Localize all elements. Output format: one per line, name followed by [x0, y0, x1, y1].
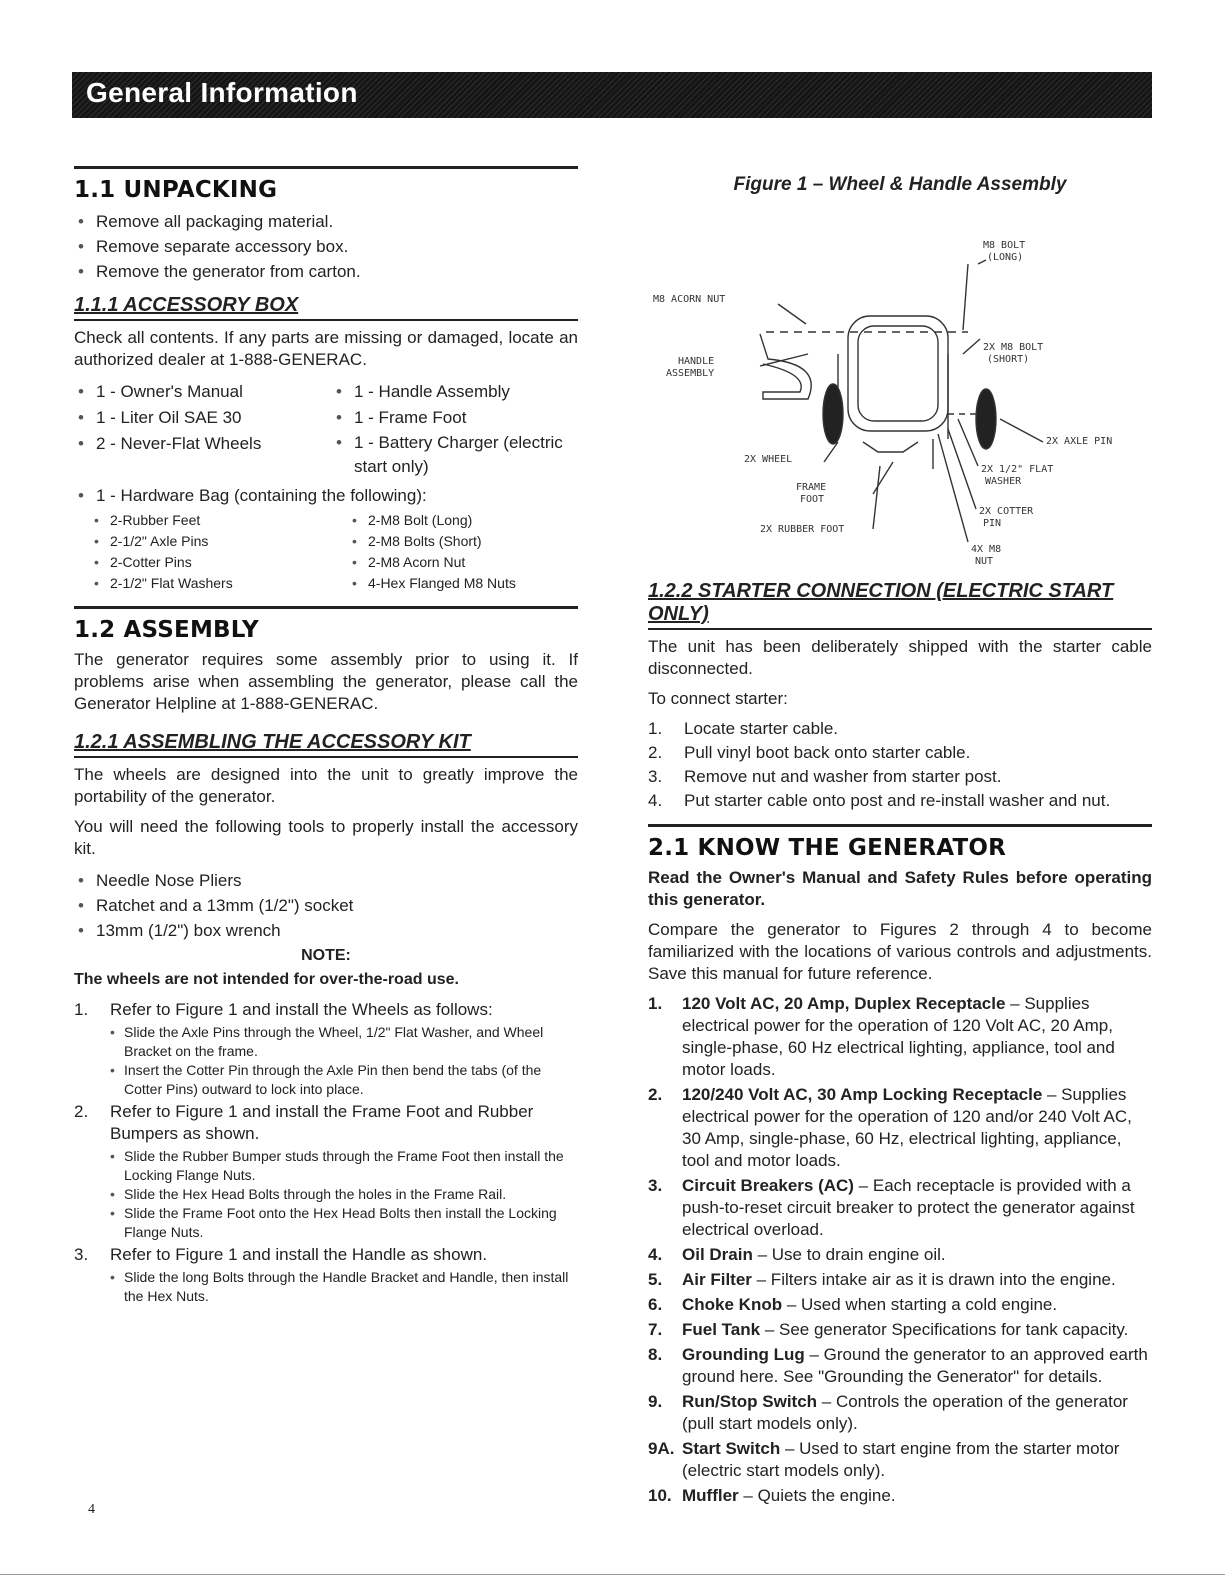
sub-list [110, 1268, 578, 1306]
figure-title: Figure 1 – Wheel & Handle Assembly [733, 174, 1067, 195]
accessory-box-intro: Check all contents. If any parts are missing or damaged, locate an authorized dealer at 1-888-GENERAC. [74, 328, 578, 369]
label-wheel: 2X WHEEL [744, 454, 793, 465]
step-text: Pull vinyl boot back onto starter cable. [684, 743, 971, 762]
list-item: • 13mm (1/2") box wrench [74, 918, 578, 943]
label-axle-pin: 2X AXLE PIN [1046, 436, 1113, 447]
label-handle: ASSEMBLY [666, 368, 715, 379]
assembly-diagram [648, 204, 1152, 564]
list-item [648, 1269, 1152, 1291]
list-item [74, 1244, 578, 1306]
list-item [648, 1175, 1152, 1241]
step-text: Refer to Figure 1 and install the Frame Foot and Rubber Bumpers as shown. [110, 1102, 534, 1143]
list-item: • Remove separate accessory box. [74, 234, 578, 259]
list-item: • Slide the Axle Pins through the Wheel, 1/2" Flat Washer, and Wheel Bracket on the frame. [110, 1023, 578, 1061]
item-title: Fuel Tank [682, 1320, 761, 1339]
accessory-box-heading: 1.1.1 ACCESSORY BOX [74, 294, 578, 321]
assembling-kit-heading: 1.2.1 ASSEMBLING THE ACCESSORY KIT [74, 731, 578, 758]
label-m8-nut: 4X M8 [971, 544, 1002, 555]
item-description: – See generator Specifications for tank capacity. [760, 1320, 1129, 1339]
label-bolt-short: 2X M8 BOLT [983, 342, 1044, 353]
starter-paragraph: To connect starter: [648, 689, 788, 708]
divider [74, 166, 578, 169]
divider [648, 824, 1152, 827]
list-item [648, 1244, 1152, 1266]
list-item: • 2 - Never-Flat Wheels [74, 431, 332, 479]
list-item [648, 790, 1152, 812]
item-description: – Quiets the engine. [738, 1486, 896, 1505]
item-number: 9A. [648, 1439, 675, 1458]
step-number: 2. [74, 1102, 89, 1121]
kit-paragraph: The wheels are designed into the unit to greatly improve the portability of the generator. [74, 765, 578, 806]
label-frame-foot: FRAME [796, 482, 827, 493]
item-number: 10. [648, 1486, 672, 1505]
note-body: The wheels are not intended for over-the-road use. [74, 971, 459, 988]
list-item: • Insert the Cotter Pin through the Axle Pin then bend the tabs (of the Cotter Pins) outward to lock into place. [110, 1061, 578, 1099]
starter-paragraph: The unit has been deliberately shipped with the starter cable disconnected. [648, 637, 1152, 678]
label-m8-nut: NUT [975, 556, 994, 564]
banner-title: General Information [86, 77, 358, 108]
list-item [648, 1319, 1152, 1341]
item-number: 4. [648, 1245, 663, 1264]
list-item: • 1 - Handle Assembly [332, 379, 578, 405]
item-title: Air Filter [682, 1270, 752, 1289]
item-title: Run/Stop Switch [682, 1392, 818, 1411]
kit-paragraph: You will need the following tools to properly install the accessory kit. [74, 817, 578, 858]
label-handle: HANDLE [678, 356, 715, 367]
right-column [648, 166, 1152, 1510]
item-number: 3. [648, 1176, 663, 1195]
step-text: Refer to Figure 1 and install the Wheels as follows: [110, 1000, 493, 1019]
know-generator-paragraph: Compare the generator to Figures 2 through 4 to become familiarized with the locations of various controls and adjustments. Save this manual for future reference. [648, 920, 1152, 983]
wheel-handle-figure [648, 204, 1152, 564]
item-title: Grounding Lug [682, 1345, 805, 1364]
list-item: • Ratchet and a 13mm (1/2") socket [74, 893, 578, 918]
item-number: 6. [648, 1295, 663, 1314]
item-description: – Use to drain engine oil. [752, 1245, 946, 1264]
label-bolt-long: M8 BOLT [983, 240, 1026, 251]
assembly-heading: 1.2 ASSEMBLY [74, 617, 259, 643]
item-description: – Supplies electrical power for the operation of 120 and/or 240 Volt AC, 30 Amp, single-phase, 60 Hz, electrical lighting, appliance, tool and motor loads. [682, 1085, 1132, 1170]
item-title: Circuit Breakers (AC) [682, 1176, 854, 1195]
step-text: Remove nut and washer from starter post. [684, 767, 1002, 786]
list-item: • 2-Rubber Feet [74, 510, 332, 531]
list-item [648, 718, 1152, 740]
know-generator-heading: 2.1 KNOW THE GENERATOR [648, 835, 1007, 861]
list-item: • 2-M8 Bolt (Long) [332, 510, 578, 531]
divider [74, 606, 578, 609]
step-number: 3. [74, 1245, 89, 1264]
assembly-body: The generator requires some assembly prior to using it. If problems arise when assembling the generator, please call the Generator Helpline at 1-888-GENERAC. [74, 650, 578, 713]
list-item: • Remove all packaging material. [74, 209, 578, 234]
sub-list [110, 1147, 578, 1242]
step-number: 3. [648, 767, 663, 786]
item-title: Choke Knob [682, 1295, 783, 1314]
item-number: 2. [648, 1085, 663, 1104]
list-item: • Slide the Frame Foot onto the Hex Head Bolts then install the Locking Flange Nuts. [110, 1204, 578, 1242]
sub-list [110, 1023, 578, 1099]
label-washer: WASHER [985, 476, 1022, 487]
list-item [648, 1485, 1152, 1507]
page-number: 4 [88, 1502, 95, 1517]
item-number: 1. [648, 994, 663, 1013]
hardware-list [74, 483, 578, 508]
assembly-steps [74, 999, 578, 1306]
list-item: • 2-M8 Acorn Nut [332, 552, 578, 573]
list-item [74, 999, 578, 1099]
list-item: • 2-1/2" Flat Washers [74, 573, 332, 594]
item-number: 7. [648, 1320, 663, 1339]
item-title: 120/240 Volt AC, 30 Amp Locking Receptacle [682, 1085, 1043, 1104]
list-item [648, 1391, 1152, 1435]
item-description: – Controls the operation of the generator (pull start models only). [682, 1392, 1128, 1433]
list-item: • Slide the Rubber Bumper studs through the Frame Foot then install the Locking Flange Nuts. [110, 1147, 578, 1185]
label-cotter-pin: PIN [983, 518, 1002, 529]
label-acorn-nut: M8 ACORN NUT [653, 294, 726, 305]
list-item: • 4-Hex Flanged M8 Nuts [332, 573, 578, 594]
list-item [648, 993, 1152, 1081]
item-description: – Used when starting a cold engine. [782, 1295, 1058, 1314]
step-text: Locate starter cable. [684, 719, 839, 738]
list-item: • Remove the generator from carton. [74, 259, 578, 284]
list-item: • 1 - Battery Charger (electric start only) [332, 431, 578, 479]
hardware-contents [74, 510, 578, 594]
step-text: Put starter cable onto post and re-install washer and nut. [684, 791, 1111, 810]
list-item: • Slide the Hex Head Bolts through the holes in the Frame Rail. [110, 1185, 578, 1204]
list-item [74, 1101, 578, 1242]
item-title: 120 Volt AC, 20 Amp, Duplex Receptacle [682, 994, 1006, 1013]
list-item: • 2-Cotter Pins [74, 552, 332, 573]
label-washer: 2X 1/2" FLAT [981, 464, 1054, 475]
starter-steps [648, 718, 1152, 812]
accessory-contents [74, 379, 578, 479]
label-bolt-short: (SHORT) [987, 354, 1030, 365]
step-number: 2. [648, 743, 663, 762]
list-item: • 1 - Liter Oil SAE 30 [74, 405, 332, 431]
list-item: • 1 - Owner's Manual [74, 379, 332, 405]
left-column [74, 166, 578, 1308]
item-title: Oil Drain [682, 1245, 753, 1264]
list-item: • 1 - Frame Foot [332, 405, 578, 431]
section-banner [72, 72, 1152, 118]
handle-shape [760, 334, 811, 399]
label-cotter-pin: 2X COTTER [979, 506, 1034, 517]
item-number: 9. [648, 1392, 663, 1411]
generator-parts-list [648, 993, 1152, 1507]
list-item: • 2-1/2" Axle Pins [74, 531, 332, 552]
item-description: – Used to start engine from the starter motor (electric start models only). [682, 1439, 1120, 1480]
list-item [648, 1438, 1152, 1482]
list-item [648, 742, 1152, 764]
unpacking-list [74, 209, 578, 284]
item-title: Start Switch [682, 1439, 781, 1458]
bottom-rule [0, 1574, 1225, 1575]
item-description: – Filters intake air as it is drawn into the engine. [751, 1270, 1116, 1289]
item-description: – Each receptacle is provided with a push-to-reset circuit breaker to protect the generator against electrical overload. [682, 1176, 1135, 1239]
step-number: 4. [648, 791, 663, 810]
item-number: 5. [648, 1270, 663, 1289]
tools-list [74, 868, 578, 943]
item-title: Muffler [682, 1486, 739, 1505]
list-item: • 2-M8 Bolts (Short) [332, 531, 578, 552]
step-number: 1. [648, 719, 663, 738]
unpacking-heading: 1.1 UNPACKING [74, 177, 278, 203]
list-item: • Needle Nose Pliers [74, 868, 578, 893]
list-item: • Slide the long Bolts through the Handle Bracket and Handle, then install the Hex Nuts. [110, 1268, 578, 1306]
list-item [648, 1294, 1152, 1316]
list-item [648, 766, 1152, 788]
label-frame-foot: FOOT [800, 494, 825, 505]
starter-connection-heading: 1.2.2 STARTER CONNECTION (ELECTRIC START ONLY) [648, 580, 1152, 630]
step-text: Refer to Figure 1 and install the Handle as shown. [110, 1245, 488, 1264]
step-number: 1. [74, 1000, 89, 1019]
list-item: • 1 - Hardware Bag (containing the following): [74, 483, 578, 508]
label-bolt-long: (LONG) [987, 252, 1024, 263]
label-rubber-foot: 2X RUBBER FOOT [760, 524, 845, 535]
note-title: NOTE: [301, 947, 351, 964]
list-item [648, 1344, 1152, 1388]
item-description: – Supplies electrical power for the operation of 120 Volt AC, 20 Amp, single-phase, 60 Hz electrical lighting, appliance, tool and motor loads. [682, 994, 1115, 1079]
list-item [648, 1084, 1152, 1172]
know-generator-lead: Read the Owner's Manual and Safety Rules before operating this generator. [648, 868, 1152, 909]
item-description: – Ground the generator to an approved earth ground here. See "Grounding the Generator" for details. [682, 1345, 1148, 1386]
item-number: 8. [648, 1345, 663, 1364]
